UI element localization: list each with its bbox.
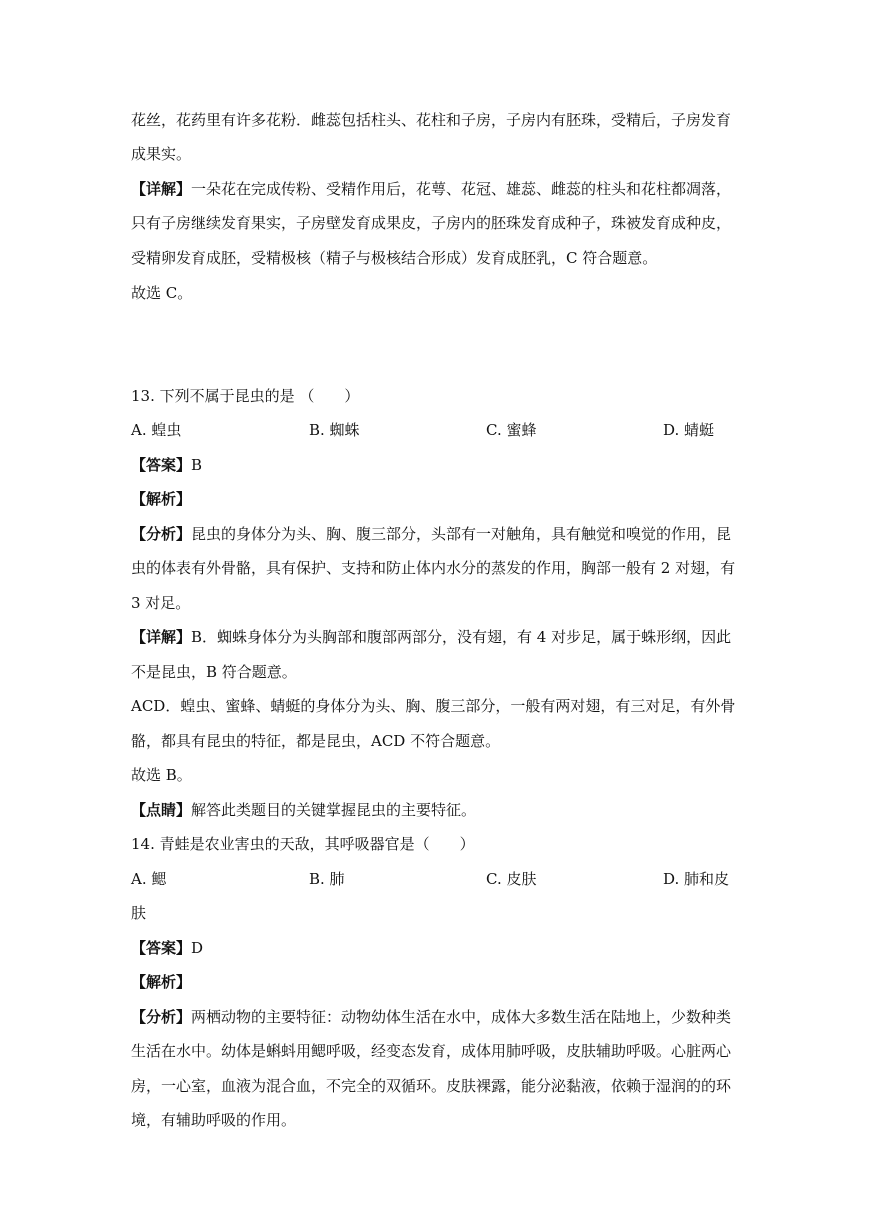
option-b: B. 肺 xyxy=(309,870,345,888)
text-line: ACD．蝗虫、蜜蜂、蜻蜓的身体分为头、胸、腹三部分，一般有两对翅，有三对足，有外骨 xyxy=(131,697,736,715)
analysis-line xyxy=(131,1007,731,1027)
text-line: 成果实。 xyxy=(131,145,192,163)
detail-tag: 【详解】 xyxy=(131,628,192,646)
detail-line xyxy=(131,179,731,199)
analysis-line xyxy=(131,524,731,544)
analysis-heading: 【解析】 xyxy=(131,490,192,508)
analysis-text: 昆虫的身体分为头、胸、腹三部分，头部有一对触角，具有触觉和嗅觉的作用，昆 xyxy=(191,525,732,543)
text-line: 虫的体表有外骨骼，具有保护、支持和防止体内水分的蒸发的作用，胸部一般有 2 对翅，有 xyxy=(131,559,736,577)
option-d-wrap: 肤 xyxy=(131,904,147,922)
answer-value: B xyxy=(191,456,203,474)
option-c: C. 皮肤 xyxy=(486,870,537,888)
option-c: C. 蜜蜂 xyxy=(486,421,537,439)
note-line xyxy=(131,800,476,820)
text-line: 不是昆虫，B 符合题意。 xyxy=(131,663,297,681)
analysis-tag: 【分析】 xyxy=(131,1008,192,1026)
detail-line xyxy=(131,627,731,647)
detail-text: B．蜘蛛身体分为头胸部和腹部两部分，没有翅，有 4 对步足，属于蛛形纲，因此 xyxy=(191,628,732,646)
analysis-text: 两栖动物的主要特征：动物幼体生活在水中，成体大多数生活在陆地上，少数种类 xyxy=(191,1008,732,1026)
detail-text: 一朵花在完成传粉、受精作用后，花萼、花冠、雄蕊、雌蕊的柱头和花柱都凋落， xyxy=(191,180,732,198)
text-line: 境，有辅助呼吸的作用。 xyxy=(131,1111,297,1129)
question-13: 13. 下列不属于昆虫的是 （ ） xyxy=(131,387,360,405)
answer-line xyxy=(131,455,202,475)
option-b: B. 蜘蛛 xyxy=(309,421,360,439)
option-a: A. 鳃 xyxy=(131,870,167,888)
option-d: D. 肺和皮 xyxy=(663,870,730,888)
note-tag: 【点睛】 xyxy=(131,801,192,819)
question-14: 14. 青蛙是农业害虫的天敌，其呼吸器官是（ ） xyxy=(131,835,475,853)
option-a: A. 蝗虫 xyxy=(131,421,182,439)
text-line: 房，一心室，血液为混合血，不完全的双循环。皮肤裸露，能分泌黏液，依赖于湿润的的环 xyxy=(131,1077,732,1095)
text-line: 骼，都具有昆虫的特征，都是昆虫，ACD 不符合题意。 xyxy=(131,732,501,750)
detail-tag: 【详解】 xyxy=(131,180,192,198)
conclusion-line: 故选 B。 xyxy=(131,766,192,784)
text-line: 只有子房继续发育果实，子房壁发育成果皮，子房内的胚珠发育成种子，珠被发育成种皮， xyxy=(131,214,732,232)
conclusion-line: 故选 C。 xyxy=(131,284,193,302)
text-line: 受精卵发育成胚，受精极核（精子与极核结合形成）发育成胚乳，C 符合题意。 xyxy=(131,249,658,267)
answer-line xyxy=(131,938,203,958)
answer-tag: 【答案】 xyxy=(131,456,192,474)
option-d: D. 蜻蜓 xyxy=(663,421,715,439)
text-line: 花丝，花药里有许多花粉．雌蕊包括柱头、花柱和子房，子房内有胚珠，受精后，子房发育 xyxy=(131,111,732,129)
answer-tag: 【答案】 xyxy=(131,939,192,957)
analysis-tag: 【分析】 xyxy=(131,525,192,543)
text-line: 生活在水中。幼体是蝌蚪用鳃呼吸，经变态发育，成体用肺呼吸，皮肤辅助呼吸。心脏两心 xyxy=(131,1042,732,1060)
answer-value: D xyxy=(191,939,204,957)
note-text: 解答此类题目的关键掌握昆虫的主要特征。 xyxy=(191,801,477,819)
text-line: 3 对足。 xyxy=(131,594,191,612)
analysis-heading: 【解析】 xyxy=(131,973,192,991)
